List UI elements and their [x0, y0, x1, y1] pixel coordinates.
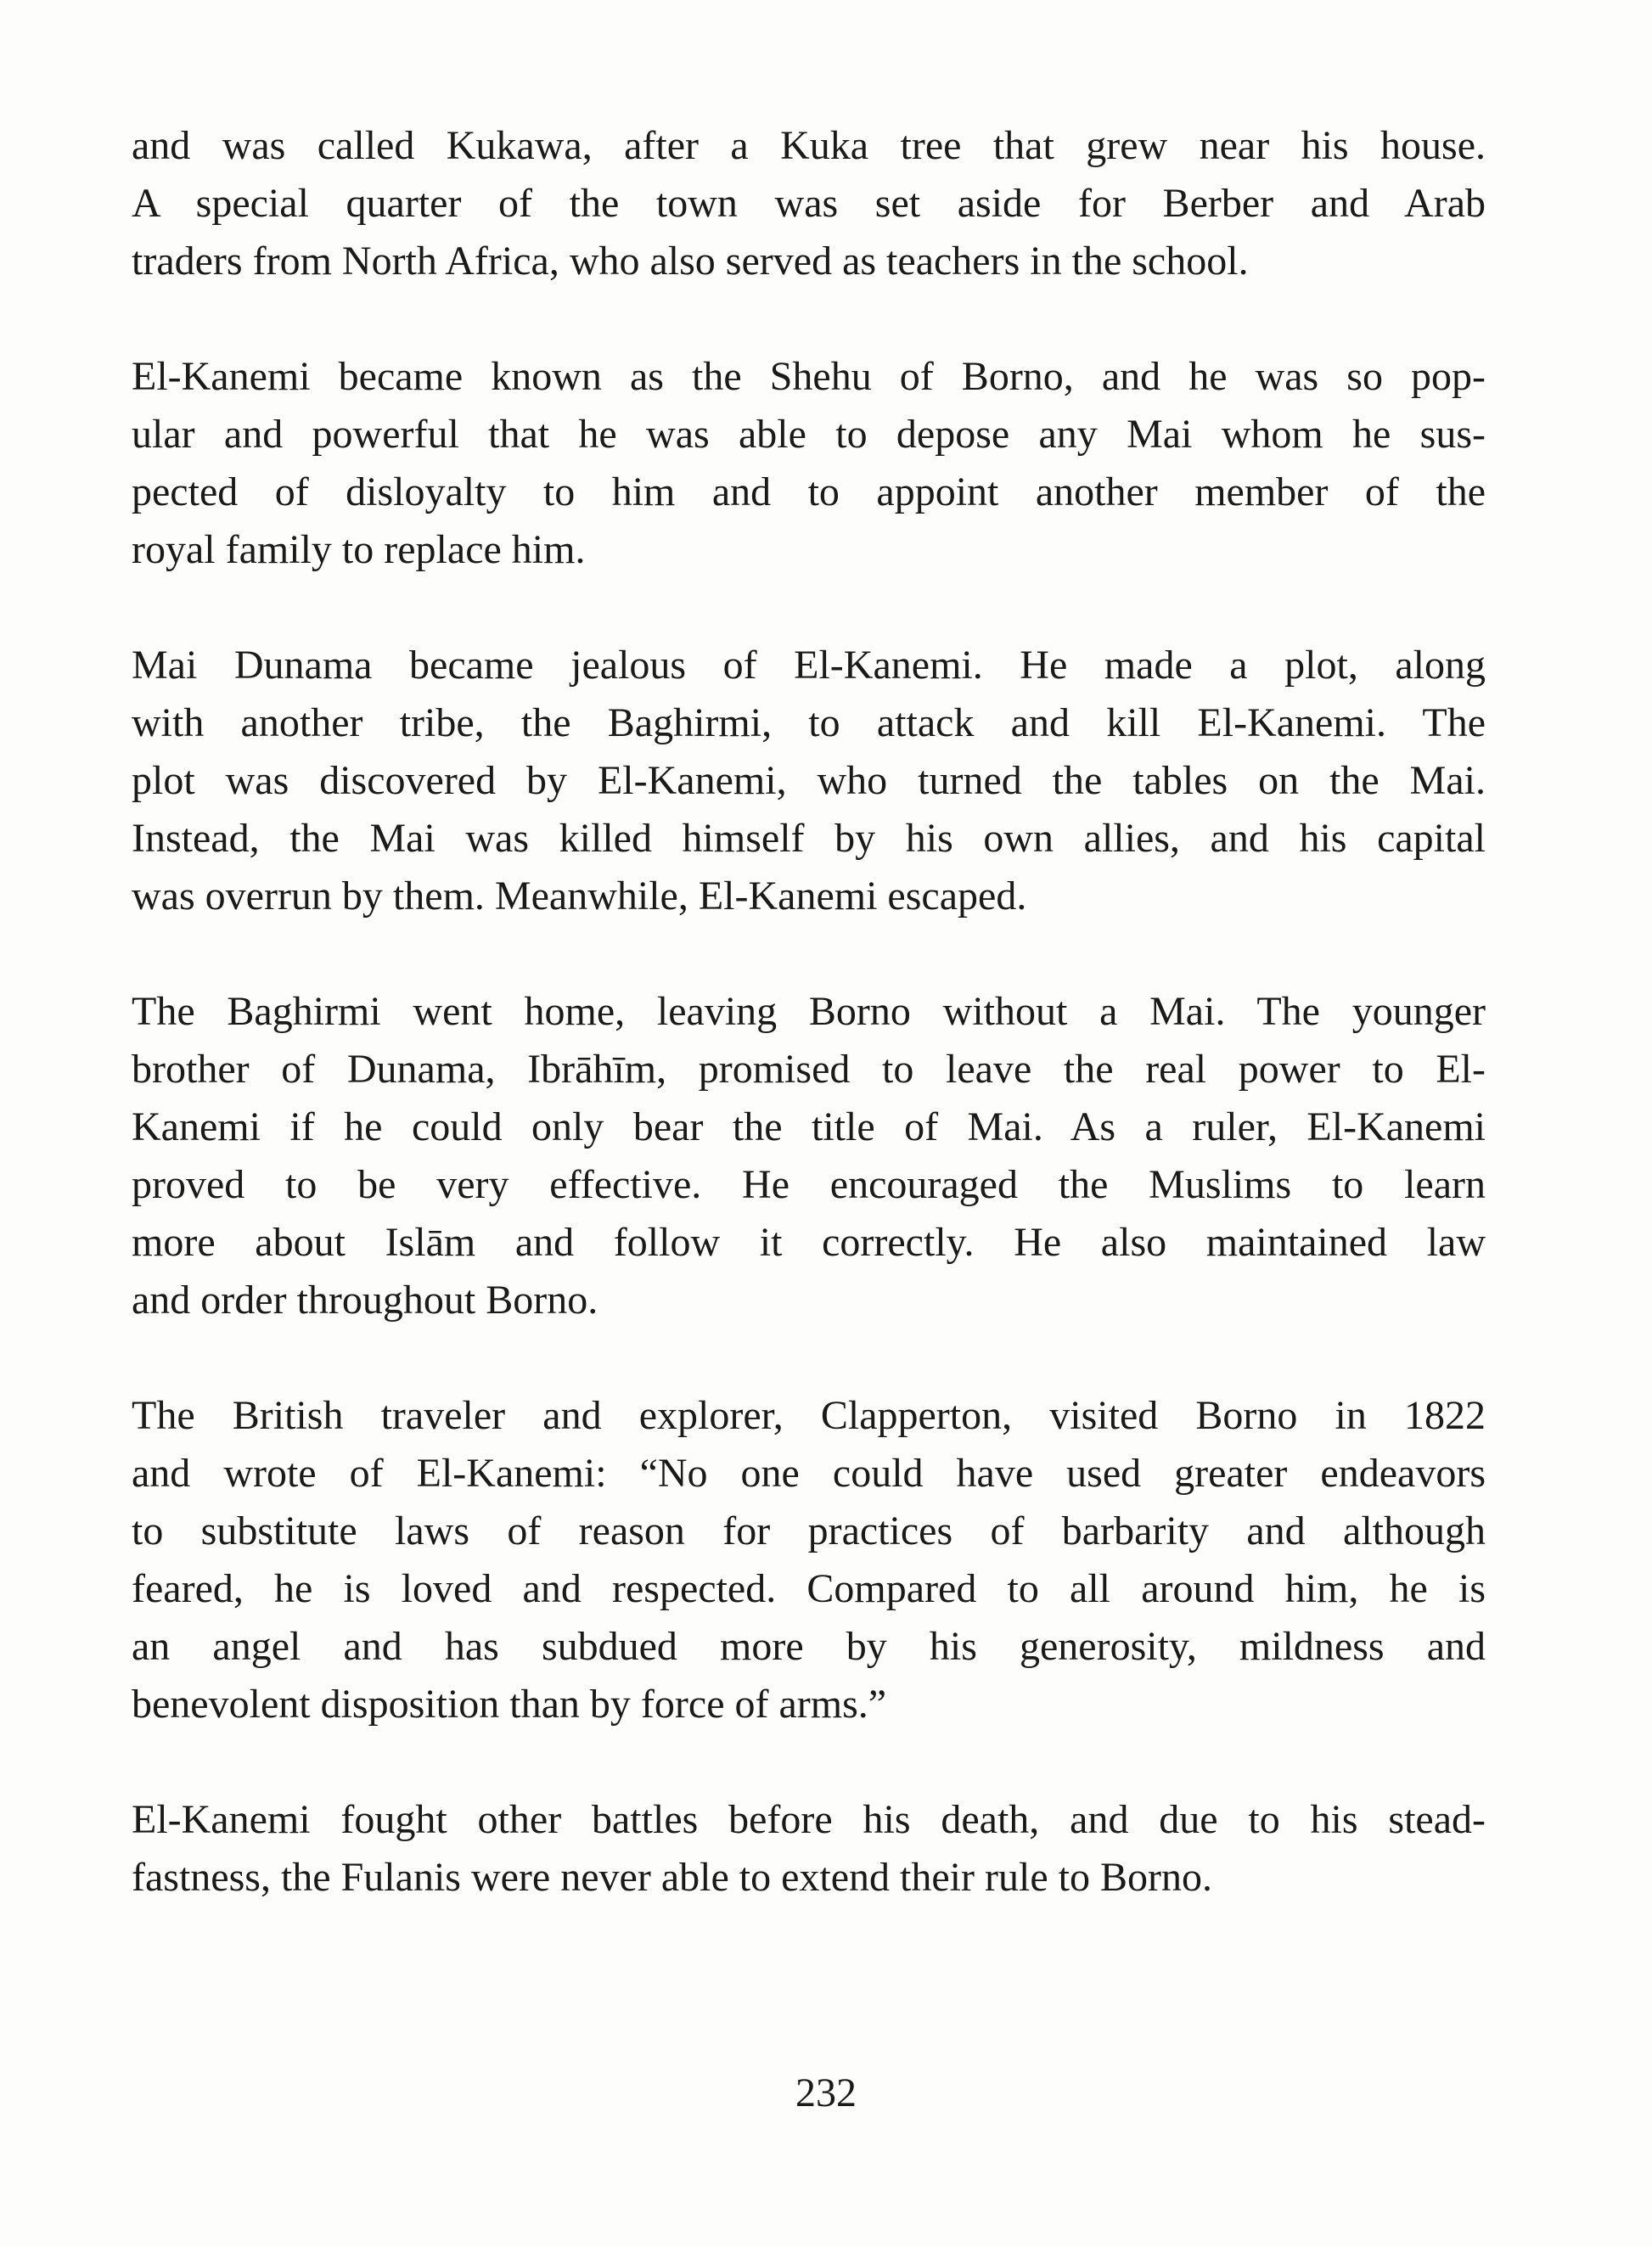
paragraph-4 [132, 983, 1486, 1329]
text-line: Kanemi if he could only bear the title of Mai. As a ruler, El-Kanemi [132, 1104, 1486, 1149]
page-number: 232 [795, 2070, 857, 2115]
text-line: traders from North Africa, who also served as teachers in the school. [132, 239, 1249, 284]
text-line: The British traveler and explorer, Clapperton, visited Borno in 1822 [132, 1393, 1486, 1438]
paragraph-1 [132, 117, 1486, 290]
text-line: and was called Kukawa, after a Kuka tree that grew near his house. [132, 123, 1486, 168]
text-line: and order throughout Borno. [132, 1278, 598, 1323]
text-line: an angel and has subdued more by his generosity, mildness and [132, 1624, 1486, 1669]
text-line: El-Kanemi fought other battles before his death, and due to his stead- [132, 1797, 1486, 1842]
text-line: Instead, the Mai was killed himself by his own allies, and his capital [132, 816, 1486, 861]
text-line: A special quarter of the town was set aside for Berber and Arab [132, 181, 1486, 226]
paragraph-5 [132, 1387, 1486, 1733]
text-line: ular and powerful that he was able to depose any Mai whom he sus- [132, 412, 1486, 457]
text-line: proved to be very effective. He encouraged the Muslims to learn [132, 1162, 1486, 1207]
text-line: with another tribe, the Baghirmi, to attack and kill El-Kanemi. The [132, 700, 1486, 745]
text-line: brother of Dunama, Ibrāhīm, promised to leave the real power to El- [132, 1047, 1486, 1092]
text-line: feared, he is loved and respected. Compared to all around him, he is [132, 1566, 1486, 1611]
text-line: and wrote of El-Kanemi: “No one could have used greater endeavors [132, 1451, 1486, 1496]
text-line: Mai Dunama became jealous of El-Kanemi. He made a plot, along [132, 643, 1486, 688]
text-line: The Baghirmi went home, leaving Borno without a Mai. The younger [132, 989, 1486, 1034]
text-line: was overrun by them. Meanwhile, El-Kanemi escaped. [132, 874, 1027, 918]
text-line: fastness, the Fulanis were never able to extend their rule to Borno. [132, 1855, 1212, 1900]
text-line: to substitute laws of reason for practices of barbarity and although [132, 1508, 1486, 1553]
paragraph-3 [132, 637, 1486, 925]
paragraph-6 [132, 1791, 1486, 1907]
text-line: pected of disloyalty to him and to appoint another member of the [132, 469, 1486, 514]
text-line: benevolent disposition than by force of arms.” [132, 1682, 887, 1727]
text-line: plot was discovered by El-Kanemi, who turned the tables on the Mai. [132, 758, 1486, 803]
text-line: more about Islām and follow it correctly. He also maintained law [132, 1220, 1486, 1265]
paragraph-2 [132, 348, 1486, 579]
body-text [132, 117, 1486, 1964]
text-line: royal family to replace him. [132, 527, 586, 572]
text-line: El-Kanemi became known as the Shehu of Borno, and he was so pop- [132, 354, 1486, 399]
